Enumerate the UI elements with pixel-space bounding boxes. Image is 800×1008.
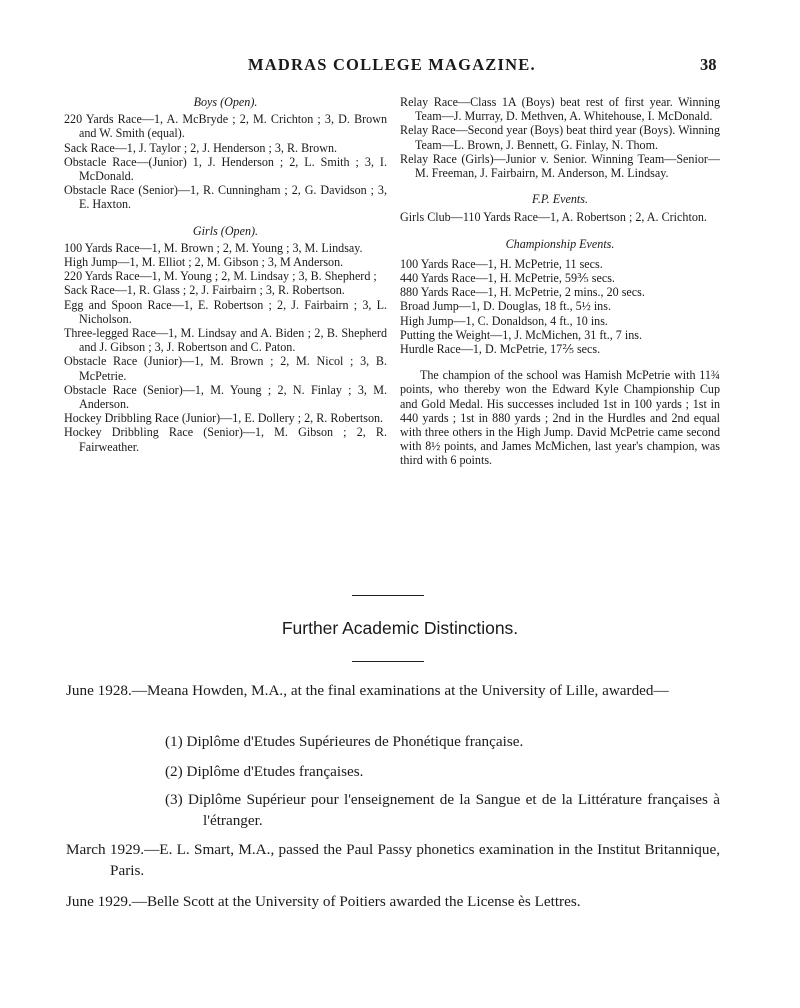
result-entry: Obstacle Race (Junior)—1, M. Brown ; 2, M. Nicol ; 3, B. McPetrie. bbox=[64, 354, 387, 383]
section-title: Further Academic Distinctions. bbox=[281, 618, 519, 638]
diploma-text: (2) Diplôme d'Etudes françaises. bbox=[165, 763, 364, 780]
result-entry: Hockey Dribbling Race (Junior)—1, E. Dollery ; 2, R. Robertson. bbox=[64, 411, 384, 426]
distinction-text: March 1929.—E. L. Smart, M.A., passed the Paul Passy phonetics examination in the Institut Britannique, Paris. bbox=[66, 841, 720, 879]
championship-events-heading: Championship Events. bbox=[505, 236, 615, 251]
distinction-entry bbox=[66, 891, 720, 912]
diploma-item bbox=[66, 731, 720, 752]
diploma-item bbox=[66, 789, 720, 831]
result-entry: Hockey Dribbling Race (Senior)—1, M. Gibson ; 2, R. Fairweather. bbox=[64, 425, 387, 454]
result-entry: 100 Yards Race—1, M. Brown ; 2, M. Young ; 3, M. Lindsay. bbox=[64, 240, 363, 255]
divider-rule bbox=[352, 661, 424, 662]
girls-open-heading: Girls (Open). bbox=[192, 223, 259, 238]
result-entry: Sack Race—1, R. Glass ; 2, J. Fairbairn ; 3, R. Robertson. bbox=[64, 283, 345, 298]
page-number: 38 bbox=[700, 55, 717, 74]
fp-events-heading: F.P. Events. bbox=[532, 192, 588, 207]
diploma-text: (1) Diplôme d'Etudes Supérieures de Phonétique française. bbox=[165, 733, 524, 750]
diploma-item bbox=[66, 761, 720, 782]
distinction-text: June 1928.—Meana Howden, M.A., at the final examinations at the University of Lille, awarded— bbox=[66, 682, 669, 699]
relay-entry: Relay Race (Girls)—Junior v. Senior. Winning Team—Senior—M. Freeman, J. Fairbairn, M. Anderson, M. Lindsay. bbox=[400, 151, 720, 181]
championship-entry: 880 Yards Race—1, H. McPetrie, 2 mins., 20 secs. bbox=[400, 285, 645, 300]
relay-entry: Relay Race—Second year (Boys) beat third year (Boys). Winning Team—L. Brown, J. Bennett, G. Finlay, N. Thom. bbox=[400, 123, 720, 152]
magazine-title: MADRAS COLLEGE MAGAZINE. bbox=[248, 55, 536, 74]
championship-entry: 440 Yards Race—1, H. McPetrie, 59⅗ secs. bbox=[400, 271, 615, 286]
championship-entry: Broad Jump—1, D. Douglas, 18 ft., 5½ ins. bbox=[400, 299, 611, 314]
champion-paragraph: The champion of the school was Hamish McPetrie with 11¾ points, who thereby won the Edward Kyle Championship Cup and Gold Medal. His successes included 1st in 100 yards ; 1st in 440 yards ; 1st in 880 yards ; 2nd in the Hurdles and 2nd equal with three others in the High Jump. David McPetrie came second with 8½ points, and James McMichen, last year's champion, was third with 6 points. bbox=[400, 368, 720, 468]
diploma-text: (3) Diplôme Supérieur pour l'enseignement de la Sangue et de la Littérature françaises à l'étranger. bbox=[165, 791, 720, 829]
championship-entry: Putting the Weight—1, J. McMichen, 31 ft., 7 ins. bbox=[400, 327, 643, 342]
right-column bbox=[400, 95, 720, 468]
boys-open-heading: Boys (Open). bbox=[193, 95, 258, 109]
fp-entry: Girls Club—110 Yards Race—1, A. Robertson ; 2, A. Crichton. bbox=[400, 210, 707, 225]
distinction-entry bbox=[66, 680, 720, 701]
championship-entry: High Jump—1, C. Donaldson, 4 ft., 10 ins. bbox=[400, 313, 608, 328]
result-entry: Egg and Spoon Race—1, E. Robertson ; 2, J. Fairbairn ; 3, L. Nicholson. bbox=[64, 297, 387, 326]
result-entry: Obstacle Race (Senior)—1, M. Young ; 2, N. Finlay ; 3, M. Anderson. bbox=[64, 382, 387, 412]
distinction-text: June 1929.—Belle Scott at the University of Poitiers awarded the License ès Lettres. bbox=[66, 893, 581, 910]
result-entry: Obstacle Race (Senior)—1, R. Cunningham ; 2, G. Davidson ; 3, E. Haxton. bbox=[64, 183, 387, 212]
championship-entry: Hurdle Race—1, D. McPetrie, 17⅖ secs. bbox=[400, 342, 601, 357]
divider-rule bbox=[352, 595, 424, 596]
left-column bbox=[64, 95, 387, 454]
result-entry: Sack Race—1, J. Taylor ; 2, J. Henderson ; 3, R. Brown. bbox=[64, 140, 338, 155]
relay-entry: Relay Race—Class 1A (Boys) beat rest of first year. Winning Team—J. Murray, D. Methven, A. Whitehouse, I. McDonald. bbox=[400, 95, 720, 124]
page-header bbox=[0, 55, 800, 79]
distinction-entry bbox=[66, 839, 720, 881]
result-entry: High Jump—1, M. Elliot ; 2, M. Gibson ; 3, M Anderson. bbox=[64, 255, 344, 270]
result-entry: Three-legged Race—1, M. Lindsay and A. Biden ; 2, B. Shepherd and J. Gibson ; 3, J. Robertson and C. Paton. bbox=[64, 326, 387, 355]
result-entry: Obstacle Race—(Junior) 1, J. Henderson ; 2, L. Smith ; 3, I. McDonald. bbox=[64, 154, 387, 184]
championship-entry: 100 Yards Race—1, H. McPetrie, 11 secs. bbox=[400, 256, 603, 271]
result-entry: 220 Yards Race—1, A. McBryde ; 2, M. Crichton ; 3, D. Brown and W. Smith (equal). bbox=[64, 112, 387, 141]
result-entry: 220 Yards Race—1, M. Young ; 2, M. Lindsay ; 3, B. Shepherd ; bbox=[64, 269, 377, 284]
